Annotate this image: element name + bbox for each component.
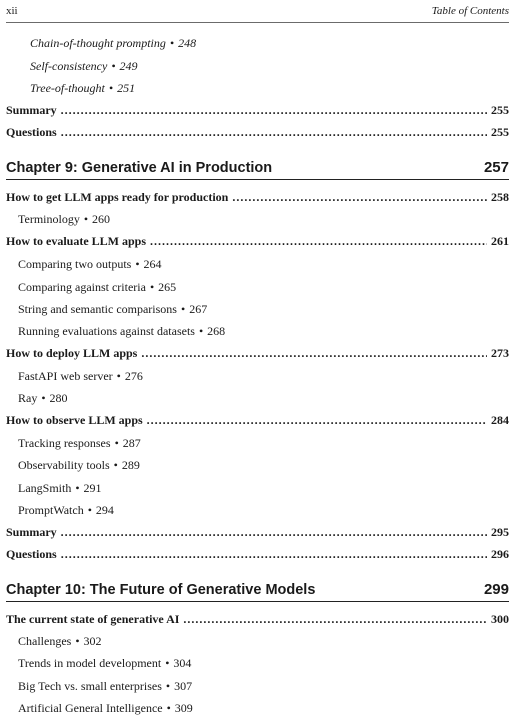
toc-section-label: Summary bbox=[6, 525, 57, 539]
toc-entry-label: Observability tools bbox=[18, 458, 110, 472]
toc-section-page: 295 bbox=[491, 525, 509, 539]
toc-section-page: 255 bbox=[491, 103, 509, 117]
toc-section[interactable] bbox=[6, 547, 509, 565]
toc-entry-page: 304 bbox=[173, 656, 192, 670]
toc-section[interactable] bbox=[6, 346, 509, 364]
bullet: • bbox=[116, 369, 121, 383]
dot-leader bbox=[61, 125, 487, 140]
chapter-heading[interactable] bbox=[6, 574, 509, 602]
bullet: • bbox=[165, 656, 170, 670]
toc-entry[interactable] bbox=[6, 701, 509, 719]
dot-leader bbox=[61, 103, 487, 118]
toc-entry[interactable] bbox=[6, 324, 509, 342]
toc-entry-label: PromptWatch bbox=[18, 503, 84, 517]
chapter-heading[interactable] bbox=[6, 152, 509, 180]
bullet: • bbox=[135, 257, 140, 271]
toc-entry-page: 249 bbox=[119, 59, 138, 73]
toc-entry-page: 302 bbox=[83, 634, 102, 648]
bullet: • bbox=[75, 634, 80, 648]
bullet: • bbox=[111, 59, 116, 73]
bullet: • bbox=[75, 481, 80, 495]
running-title: Table of Contents bbox=[431, 5, 509, 17]
toc-entry-page: 307 bbox=[174, 679, 193, 693]
dot-leader bbox=[232, 190, 487, 205]
bullet: • bbox=[113, 458, 118, 472]
dot-leader bbox=[61, 547, 487, 562]
toc-section[interactable] bbox=[6, 234, 509, 252]
bullet: • bbox=[87, 503, 92, 517]
toc-entry-page: 265 bbox=[158, 280, 177, 294]
toc-entry[interactable] bbox=[6, 481, 509, 499]
toc-entry-page: 276 bbox=[124, 369, 143, 383]
toc-entry-label: Trends in model development bbox=[18, 656, 162, 670]
toc-entry[interactable] bbox=[6, 679, 509, 697]
bullet: • bbox=[198, 324, 204, 338]
toc-entry-label: String and semantic comparisons bbox=[18, 302, 177, 316]
dot-leader bbox=[147, 413, 487, 428]
toc-entry[interactable] bbox=[6, 634, 509, 652]
toc-entry-page: 267 bbox=[189, 302, 208, 316]
toc-section-page: 296 bbox=[491, 547, 509, 561]
toc-section[interactable] bbox=[6, 525, 509, 543]
toc-section-label: How to deploy LLM apps bbox=[6, 346, 138, 360]
toc-entry-page: 251 bbox=[117, 81, 136, 95]
toc-entry[interactable] bbox=[6, 280, 509, 298]
bullet: • bbox=[149, 280, 155, 294]
dot-leader bbox=[150, 234, 487, 249]
toc-entry-label: Ray bbox=[18, 391, 38, 405]
bullet: • bbox=[41, 391, 46, 405]
toc-section-page: 255 bbox=[491, 125, 509, 139]
bullet: • bbox=[108, 81, 114, 95]
toc-section-label: Questions bbox=[6, 125, 57, 139]
dot-leader bbox=[141, 346, 487, 361]
toc-entry-label: Challenges bbox=[18, 634, 72, 648]
toc-section-label: How to observe LLM apps bbox=[6, 413, 143, 427]
toc-entry-label: Big Tech vs. small enterprises bbox=[18, 679, 162, 693]
toc-section-page: 261 bbox=[491, 234, 509, 248]
toc-section-label: The current state of generative AI bbox=[6, 612, 180, 626]
toc-section[interactable] bbox=[6, 413, 509, 431]
toc-entry[interactable] bbox=[6, 458, 509, 476]
toc-entry[interactable] bbox=[6, 36, 509, 54]
page-number-roman: xii bbox=[6, 5, 18, 17]
toc-entry-label: Tree-of-thought bbox=[30, 81, 105, 95]
running-header bbox=[6, 0, 509, 23]
toc-entry[interactable] bbox=[6, 656, 509, 674]
toc-entry-label: Artificial General Intelligence bbox=[18, 701, 163, 715]
toc-entry-label: Running evaluations against datasets bbox=[18, 324, 195, 338]
toc-entry-label: Comparing two outputs bbox=[18, 257, 132, 271]
toc-entry[interactable] bbox=[6, 302, 509, 320]
toc-entry-label: Self-consistency bbox=[30, 59, 108, 73]
toc-section[interactable] bbox=[6, 612, 509, 630]
toc-entry-page: 248 bbox=[178, 36, 197, 50]
bullet: • bbox=[180, 302, 186, 316]
toc-entry-page: 280 bbox=[49, 391, 68, 405]
toc-entry-label: Comparing against criteria bbox=[18, 280, 146, 294]
toc-entry[interactable] bbox=[6, 391, 509, 409]
toc-entry-page: 268 bbox=[207, 324, 226, 338]
toc-section-page: 258 bbox=[491, 190, 509, 204]
toc-entry-page: 287 bbox=[122, 436, 141, 450]
bullet: • bbox=[165, 679, 171, 693]
dot-leader bbox=[183, 612, 487, 627]
toc-entry[interactable] bbox=[6, 212, 509, 230]
toc-entry[interactable] bbox=[6, 369, 509, 387]
toc-section-page: 300 bbox=[491, 612, 509, 626]
toc-entry[interactable] bbox=[6, 59, 509, 77]
toc-entry-label: Tracking responses bbox=[18, 436, 111, 450]
chapter-page: 257 bbox=[483, 159, 509, 176]
bullet: • bbox=[166, 701, 171, 715]
toc-entry-label: Terminology bbox=[18, 212, 80, 226]
toc-entry-label: LangSmith bbox=[18, 481, 72, 495]
toc-entry-page: 264 bbox=[143, 257, 162, 271]
toc-entry-label: Chain-of-thought prompting bbox=[30, 36, 166, 50]
toc-section-label: How to evaluate LLM apps bbox=[6, 234, 147, 248]
toc-entry[interactable] bbox=[6, 436, 509, 454]
toc-section[interactable] bbox=[6, 103, 509, 121]
toc-section-page: 284 bbox=[491, 413, 509, 427]
toc-entry[interactable] bbox=[6, 81, 509, 99]
toc-section-label: Questions bbox=[6, 547, 57, 561]
toc-section-page: 273 bbox=[491, 346, 509, 360]
toc-entry[interactable] bbox=[6, 503, 509, 521]
toc-section[interactable] bbox=[6, 125, 509, 143]
dot-leader bbox=[61, 525, 487, 540]
toc-section-label: How to get LLM apps ready for production bbox=[6, 190, 229, 204]
bullet: • bbox=[114, 436, 119, 450]
toc-section[interactable] bbox=[6, 190, 509, 208]
bullet: • bbox=[169, 36, 175, 50]
chapter-page: 299 bbox=[483, 581, 509, 598]
toc-entry-page: 260 bbox=[92, 212, 111, 226]
toc-entry[interactable] bbox=[6, 257, 509, 275]
toc-entry-page: 294 bbox=[95, 503, 114, 517]
toc-entry-page: 309 bbox=[174, 701, 193, 715]
chapter-title: Chapter 9: Generative AI in Production bbox=[6, 160, 273, 176]
bullet: • bbox=[83, 212, 89, 226]
toc-section-label: Summary bbox=[6, 103, 57, 117]
toc-entry-label: FastAPI web server bbox=[18, 369, 113, 383]
chapter-title: Chapter 10: The Future of Generative Models bbox=[6, 582, 316, 598]
toc-entry-page: 289 bbox=[121, 458, 140, 472]
toc-entry-page: 291 bbox=[83, 481, 102, 495]
